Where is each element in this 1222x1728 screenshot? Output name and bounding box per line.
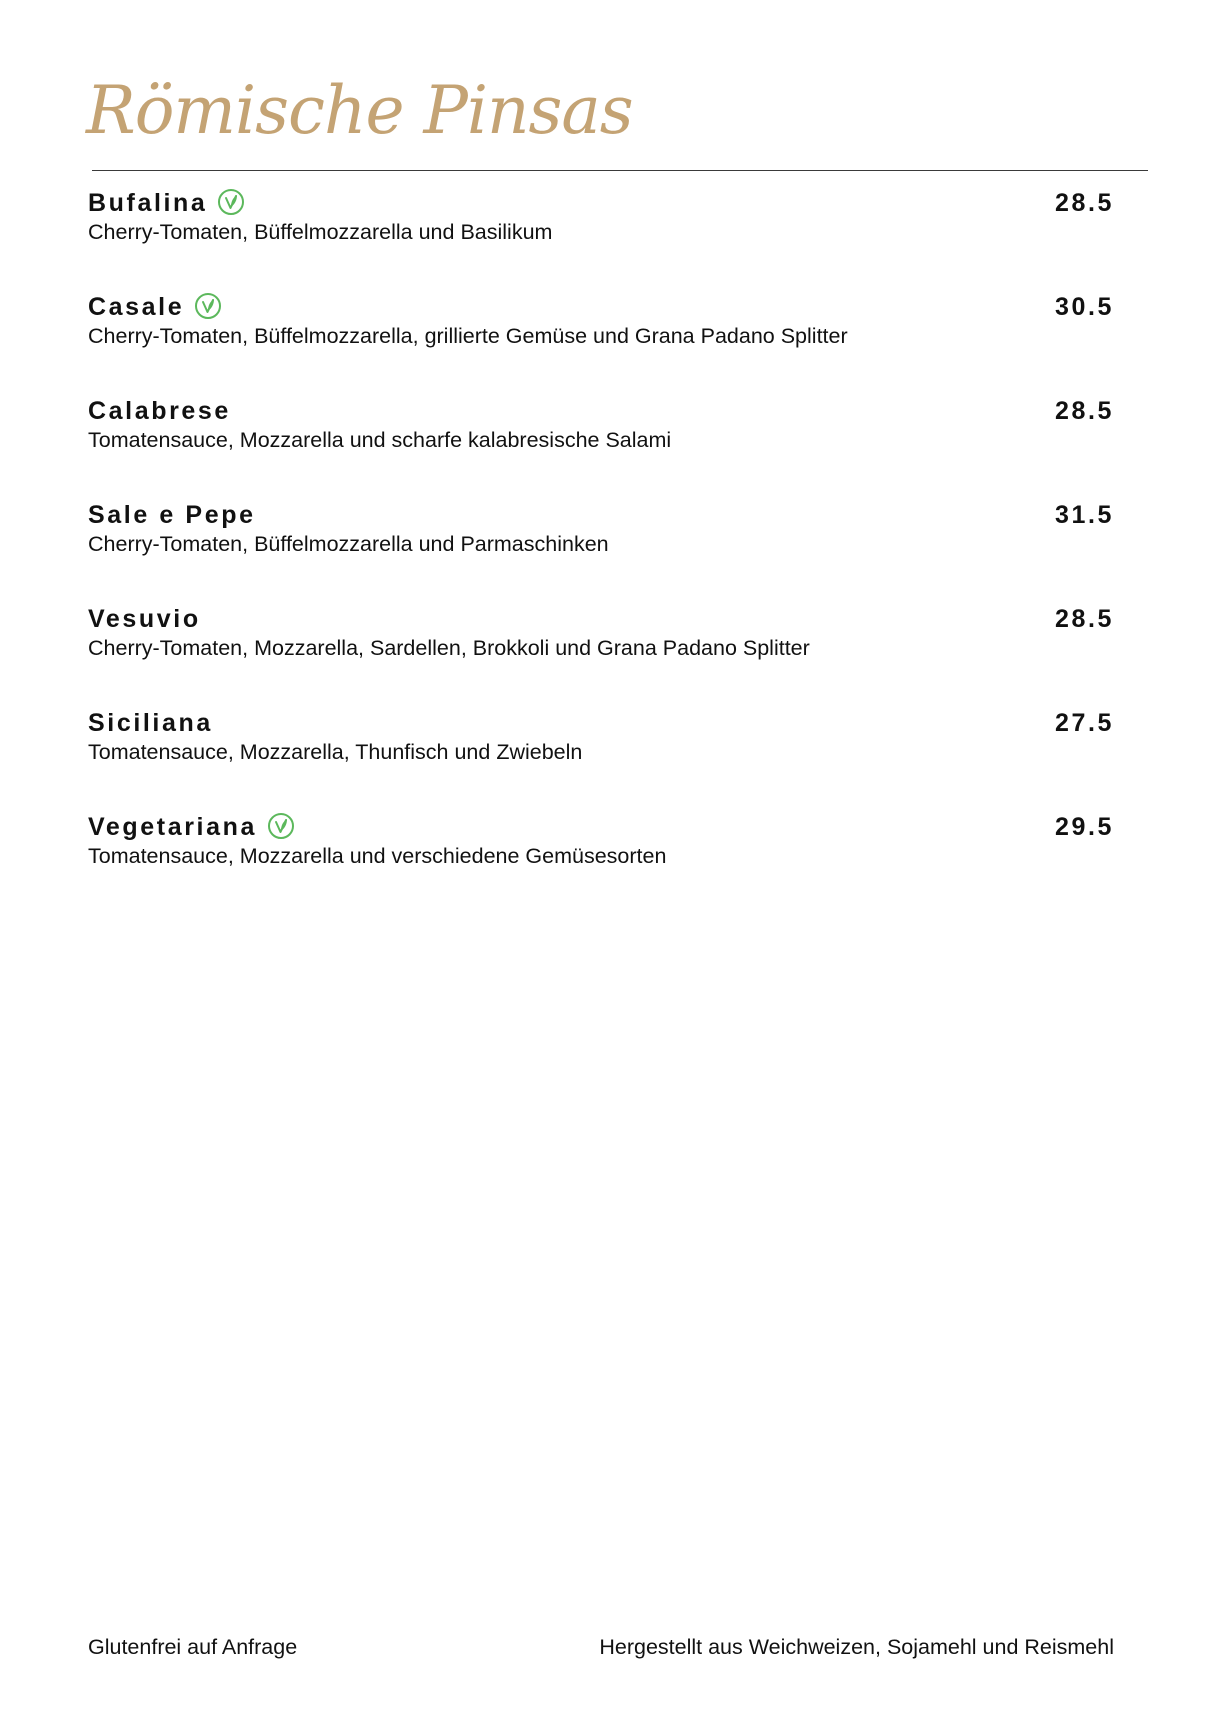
item-description: Cherry-Tomaten, Büffelmozzarella und Parmaschinken xyxy=(88,532,609,556)
menu-item-casale xyxy=(88,292,1114,362)
leaf-icon xyxy=(267,812,295,840)
item-description: Cherry-Tomaten, Mozzarella, Sardellen, Brokkoli und Grana Padano Splitter xyxy=(88,636,810,660)
item-price: 28.5 xyxy=(1054,605,1114,633)
item-name: Vesuvio xyxy=(88,605,201,633)
item-price: 27.5 xyxy=(1054,709,1114,737)
menu-item-calabrese xyxy=(88,396,1114,466)
item-name: Calabrese xyxy=(88,397,231,425)
menu-item-vegetariana xyxy=(88,812,1114,882)
item-price: 29.5 xyxy=(1054,813,1114,841)
item-name: Casale xyxy=(88,293,185,321)
item-description: Tomatensauce, Mozzarella, Thunfisch und Zwiebeln xyxy=(88,740,583,764)
menu-item-bufalina xyxy=(88,188,1114,258)
menu-item-vesuvio xyxy=(88,604,1114,674)
item-name: Sale e Pepe xyxy=(88,501,256,529)
page-title: Römische Pinsas xyxy=(86,72,633,149)
menu-item-siciliana xyxy=(88,708,1114,778)
item-description: Cherry-Tomaten, Büffelmozzarella, grillierte Gemüse und Grana Padano Splitter xyxy=(88,324,848,348)
item-price: 30.5 xyxy=(1054,293,1114,321)
footer-flour-note: Hergestellt aus Weichweizen, Sojamehl und Reismehl xyxy=(599,1635,1114,1659)
leaf-icon xyxy=(217,188,245,216)
item-name: Siciliana xyxy=(88,709,213,737)
item-description: Cherry-Tomaten, Büffelmozzarella und Basilikum xyxy=(88,220,553,244)
title-divider xyxy=(92,170,1148,171)
footer-gluten-note: Glutenfrei auf Anfrage xyxy=(88,1635,298,1659)
menu-item-sale-e-pepe xyxy=(88,500,1114,570)
item-name: Vegetariana xyxy=(88,813,257,841)
item-name: Bufalina xyxy=(88,189,208,217)
item-price: 31.5 xyxy=(1054,501,1114,529)
item-description: Tomatensauce, Mozzarella und verschiedene Gemüsesorten xyxy=(88,844,667,868)
item-price: 28.5 xyxy=(1054,189,1114,217)
item-description: Tomatensauce, Mozzarella und scharfe kalabresische Salami xyxy=(88,428,672,452)
item-price: 28.5 xyxy=(1054,397,1114,425)
leaf-icon xyxy=(194,292,222,320)
